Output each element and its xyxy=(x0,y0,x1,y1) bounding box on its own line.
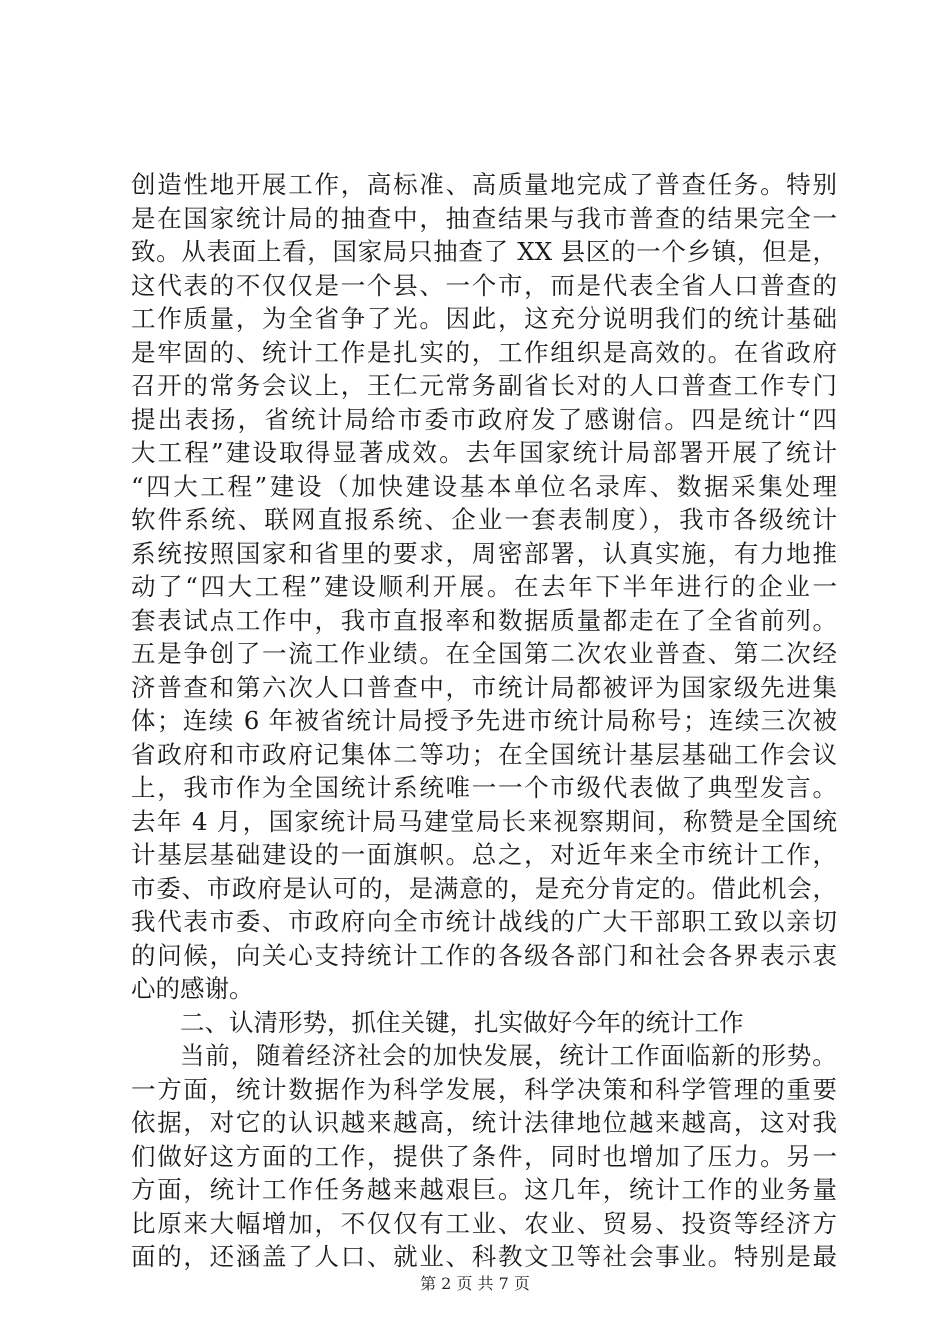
text-line: 比原来大幅增加，不仅仅有工业、农业、贸易、投资等经济方 xyxy=(131,1208,837,1238)
text-line: 心的感谢。 xyxy=(131,974,254,1003)
text-line: 软件系统、联网直报系统、企业一套表制度），我市各级统计 xyxy=(131,505,837,534)
text-line: 这代表的不仅仅是一个县、一个市，而是代表全省人口普查的 xyxy=(131,270,837,300)
text-line: 去年 4 月，国家统计局马建堂局长来视察期间，称赞是全国统 xyxy=(131,806,837,836)
text-line: 上，我市作为全国统计系统唯一一个市级代表做了典型发言。 xyxy=(131,773,837,802)
text-line: 大工程”建设取得显著成效。去年国家统计局部署开展了统计 xyxy=(131,438,837,467)
text-line: 计基层基础建设的一面旗帜。总之，对近年来全市统计工作， xyxy=(131,840,837,869)
text-line: 的问候，向关心支持统计工作的各级各部门和社会各界表示衷 xyxy=(131,940,837,970)
document-body xyxy=(131,168,837,1274)
text-line: 是在国家统计局的抽查中，抽查结果与我市普查的结果完全一 xyxy=(131,203,837,233)
text-line: 五是争创了一流工作业绩。在全国第二次农业普查、第二次经 xyxy=(131,639,837,668)
text-line: 一方面，统计数据作为科学发展，科学决策和科学管理的重要 xyxy=(131,1074,837,1104)
section-heading: 二、认清形势，抓住关键，扎实做好今年的统计工作 xyxy=(180,1007,744,1037)
text-line: 当前，随着经济社会的加快发展，统计工作面临新的形势。 xyxy=(180,1041,837,1070)
text-line: 动了“四大工程”建设顺利开展。在去年下半年进行的企业一 xyxy=(131,572,837,601)
text-line: 市委、市政府是认可的，是满意的，是充分肯定的。借此机会， xyxy=(131,873,837,903)
text-line: 工作质量，为全省争了光。因此，这充分说明我们的统计基础 xyxy=(131,304,837,333)
text-line: 提出表扬，省统计局给市委市政府发了感谢信。四是统计“四 xyxy=(131,404,837,434)
text-line: 我代表市委、市政府向全市统计战线的广大干部职工致以亲切 xyxy=(131,907,837,936)
text-line: 方面，统计工作任务越来越艰巨。这几年，统计工作的业务量 xyxy=(131,1175,837,1204)
text-line: 创造性地开展工作，高标准、高质量地完成了普查任务。特别 xyxy=(131,170,837,199)
text-line: 济普查和第六次人口普查中，市统计局都被评为国家级先进集 xyxy=(131,672,837,702)
text-line: 是牢固的、统计工作是扎实的，工作组织是高效的。在省政府 xyxy=(131,337,837,367)
text-line: 面的，还涵盖了人口、就业、科教文卫等社会事业。特别是最 xyxy=(131,1242,837,1271)
text-line: 系统按照国家和省里的要求，周密部署，认真实施，有力地推 xyxy=(131,538,837,568)
text-line: 致。从表面上看，国家局只抽查了 XX 县区的一个乡镇，但是， xyxy=(131,237,837,266)
text-line: 省政府和市政府记集体二等功；在全国统计基层基础工作会议 xyxy=(131,739,837,769)
text-line: 们做好这方面的工作，提供了条件，同时也增加了压力。另一 xyxy=(131,1141,837,1171)
text-line: 体；连续 6 年被省统计局授予先进市统计局称号；连续三次被 xyxy=(131,706,837,735)
text-line: 套表试点工作中，我市直报率和数据质量都走在了全省前列。 xyxy=(131,605,837,635)
text-line: 依据，对它的认识越来越高，统计法律地位越来越高，这对我 xyxy=(131,1108,837,1137)
text-line: “四大工程”建设（加快建设基本单位名录库、数据采集处理 xyxy=(131,471,837,501)
page-number-footer: 第 2 页 共 7 页 xyxy=(420,1274,530,1293)
text-line: 召开的常务会议上，王仁元常务副省长对的人口普查工作专门 xyxy=(131,371,837,400)
